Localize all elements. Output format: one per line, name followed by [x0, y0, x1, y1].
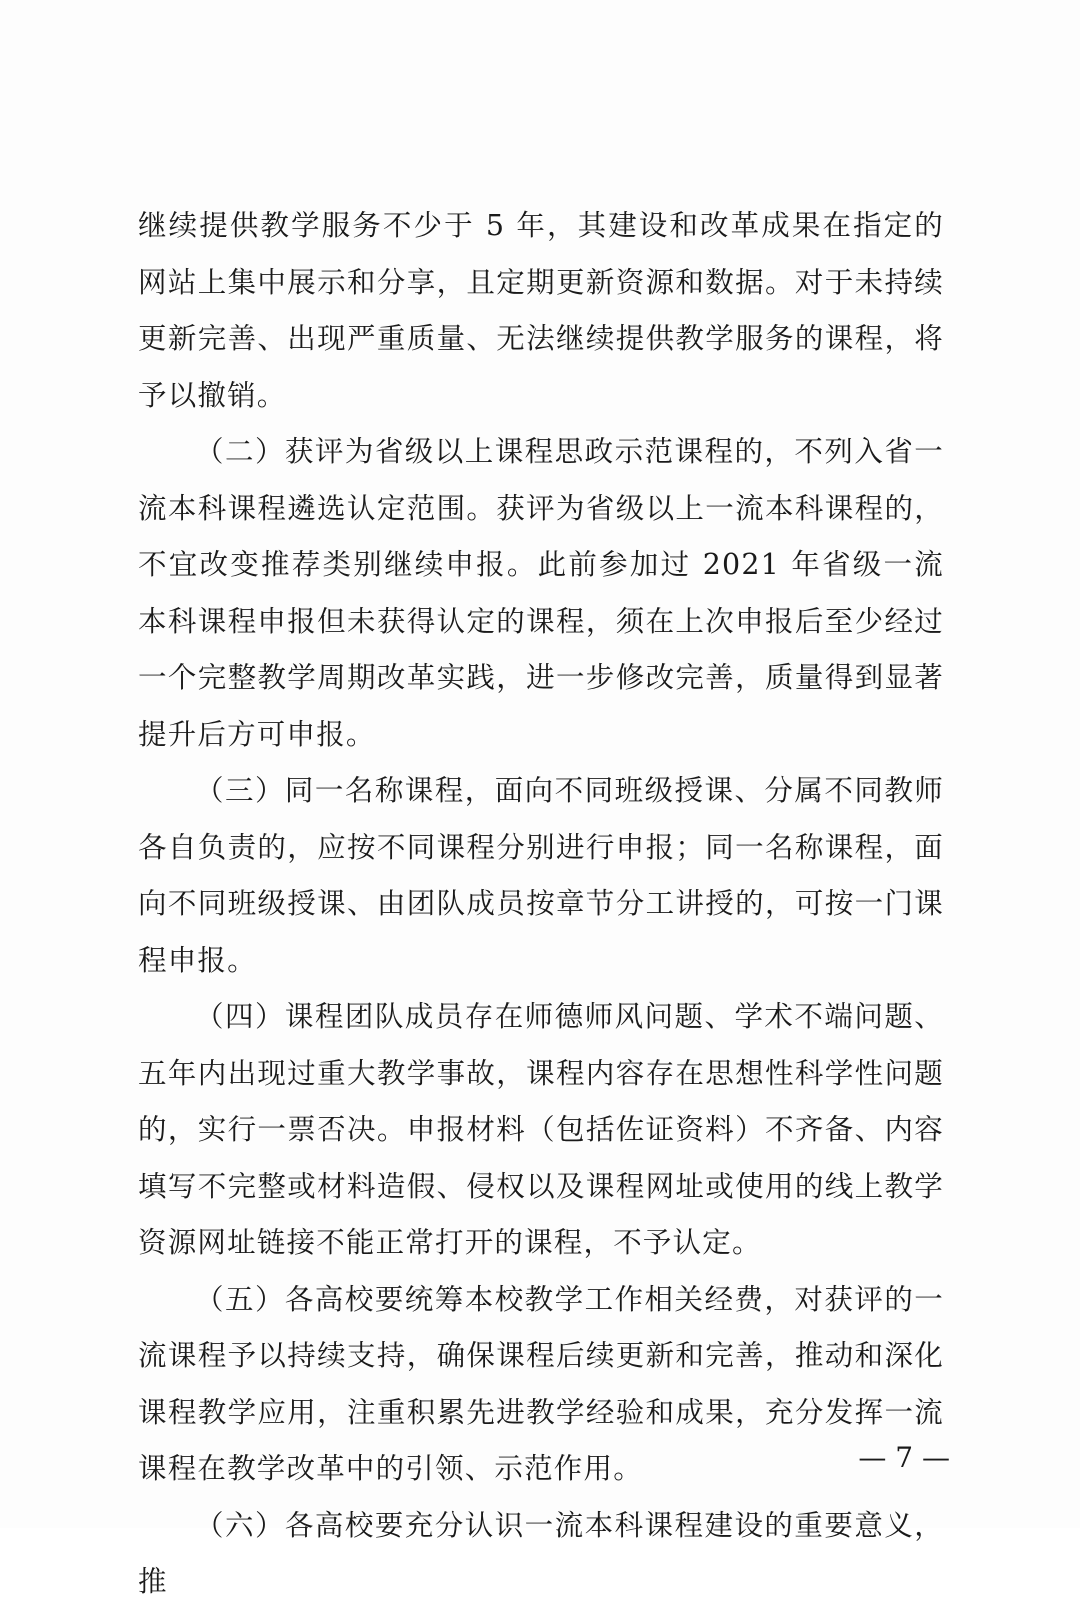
paragraph-item-2: （二）获评为省级以上课程思政示范课程的，不列入省一流本科课程遴选认定范围。获评为省级以上一流本科课程的，不宜改变推荐类别继续申报。此前参加过 2021 年省级一流本科课程申报但未获得认定的课程，须在上次申报后至少经过一个完整教学周期改革实践，进一步修改完善，质量得到显著提升后方可申报。: [138, 435, 944, 751]
paragraph-item-5: （五）各高校要统筹本校教学工作相关经费，对获评的一流课程予以持续支持，确保课程后续更新和完善，推动和深化课程教学应用，注重积累先进教学经验和成果，充分发挥一流课程在教学改革中的引领、示范作用。: [138, 1282, 944, 1485]
paragraph-continuation: 继续提供教学服务不少于 5 年，其建设和改革成果在指定的网站上集中展示和分享，且定期更新资源和数据。对于未持续更新完善、出现严重质量、无法继续提供教学服务的课程，将予以撤销。: [138, 209, 944, 412]
paragraph-item-6: （六）各高校要充分认识一流本科课程建设的重要意义，推: [138, 1508, 944, 1598]
page-number: — 7 —: [858, 1441, 950, 1474]
paragraph-item-3: （三）同一名称课程，面向不同班级授课、分属不同教师各自负责的，应按不同课程分别进行申报；同一名称课程，面向不同班级授课、由团队成员按章节分工讲授的，可按一门课程申报。: [138, 774, 944, 977]
document-body: [138, 198, 944, 1611]
paragraph-item-4: （四）课程团队成员存在师德师风问题、学术不端问题、五年内出现过重大教学事故，课程内容存在思想性科学性问题的，实行一票否决。申报材料（包括佐证资料）不齐备、内容填写不完整或材料造假、侵权以及课程网址或使用的线上教学资源网址链接不能正常打开的课程，不予认定。: [138, 1000, 944, 1259]
